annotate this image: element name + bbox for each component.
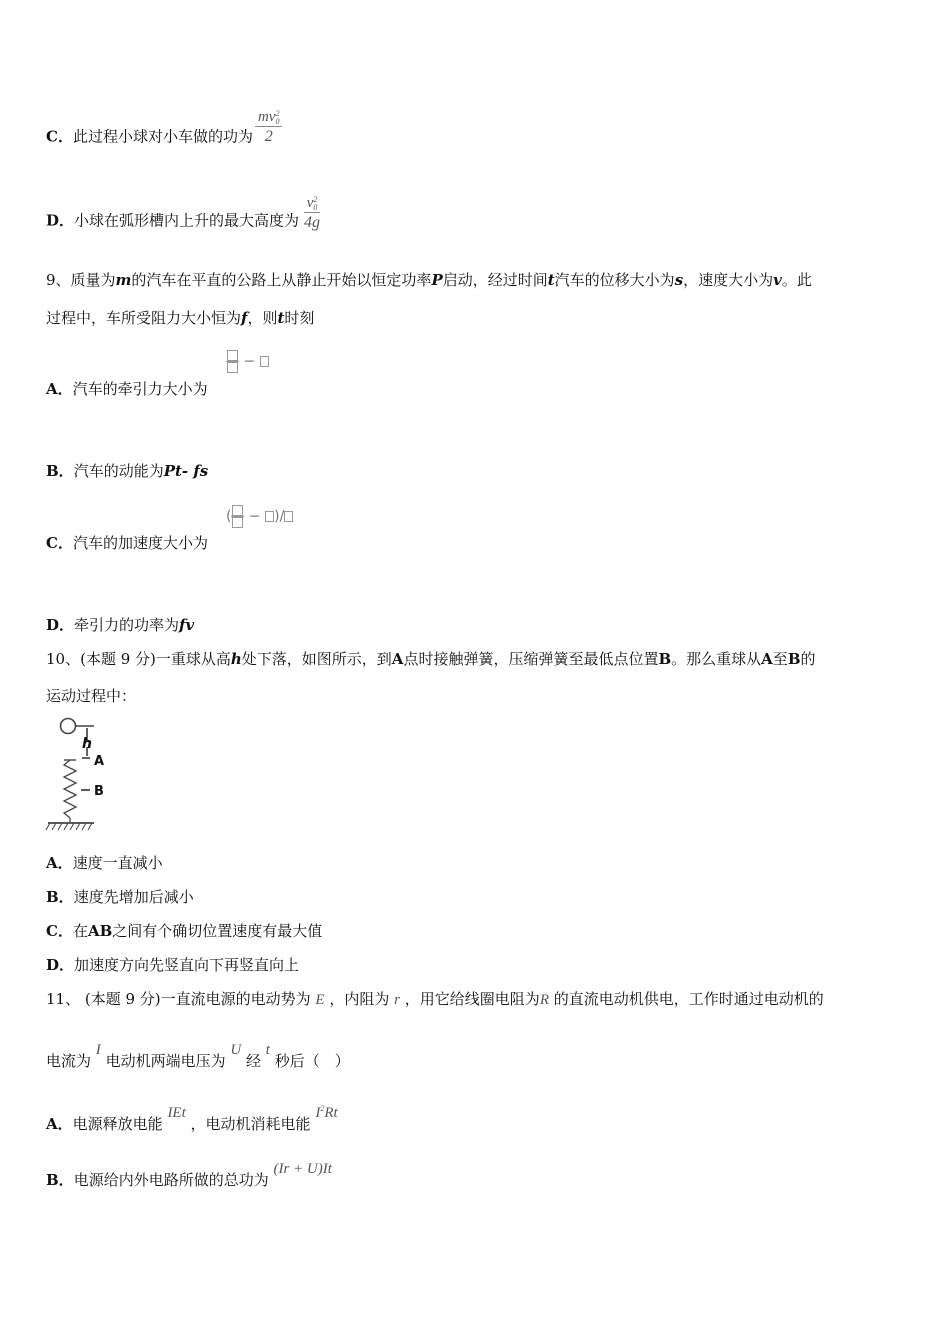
point-b-label: B (94, 784, 104, 799)
q10-option-b: B．速度先增加后减小 (46, 888, 194, 906)
point-a-label: A (94, 754, 105, 769)
q8-option-d (46, 194, 323, 241)
q11-stem-line2: 电流为 I 电动机两端电压为 U 经 t 秒后（ ） (46, 1042, 350, 1070)
ball (61, 719, 76, 734)
q8-option-c-text: 此过程小球对小车做的功为 (72, 127, 253, 146)
q11-option-a: A．电源释放电能 IEt ，电动机消耗电能 $I^2Rt$ (46, 1104, 338, 1133)
q11-option-a-formula2: $I^2Rt$ (315, 1104, 338, 1121)
q10-option-a: A．速度一直减小 (46, 854, 163, 872)
q9-stem-line1: 9、质量为m的汽车在平直的公路上从静止开始以恒定功率P启动，经过时间t汽车的位移大小为s，速度大小为v。此 (46, 271, 812, 289)
q10-stem-line2: 运动过程中： (46, 687, 137, 705)
spring-ball-figure (44, 714, 108, 834)
q10-stem-line1: 10、(本题 9 分)一重球从高h处下落，如图所示，到A点时接触弹簧，压缩弹簧至最低点位置B。那么重球从A至B的 (46, 650, 816, 668)
q9-option-a: A．汽车的牵引力大小为 (46, 380, 208, 398)
q9-option-a-formula: − (226, 350, 269, 373)
q8-option-c (46, 108, 282, 157)
q8-option-d-text: 小球在弧形槽内上升的最大高度为 (74, 211, 300, 230)
q8-option-d-formula: v 2 0 4g (304, 194, 321, 231)
q9-option-c: C．汽车的加速度大小为 (46, 534, 208, 552)
q11-option-b: B．电源给内外电路所做的总功为 (Ir + U)It (46, 1161, 332, 1189)
q9-stem-line2: 过程中，车所受阻力大小恒为f，则t时刻 (46, 309, 315, 327)
q11-option-b-formula: (Ir + U)It (273, 1161, 332, 1177)
q10-option-d: D．加速度方向先竖直向下再竖直向上 (46, 956, 300, 974)
height-label: h (82, 736, 92, 752)
q8-option-d-label: D． (46, 211, 75, 230)
q10-option-c: C．在AB之间有个确切位置速度有最大值 (46, 922, 323, 940)
q11-stem-line1: 11、 (本题 9 分)一直流电源的电动势为 E ，内阻为 r ，用它给线圈电阻为R 的直流电动机供电，工作时通过电动机的 (46, 990, 824, 1008)
q9-option-b: B．汽车的动能为Pt- fs (46, 462, 209, 480)
q11-option-a-formula1: IEt (167, 1105, 186, 1121)
q9-option-d: D．牵引力的功率为fv (46, 616, 195, 634)
q9-option-b-formula: Pt- fs (163, 462, 209, 480)
q8-option-c-label: C． (46, 127, 73, 146)
q8-option-c-formula: mv 2 0 2 (255, 108, 283, 147)
spring (64, 760, 76, 818)
q9-option-d-formula: fv (179, 616, 195, 634)
q9-option-c-formula: ( − )/ (226, 505, 293, 528)
